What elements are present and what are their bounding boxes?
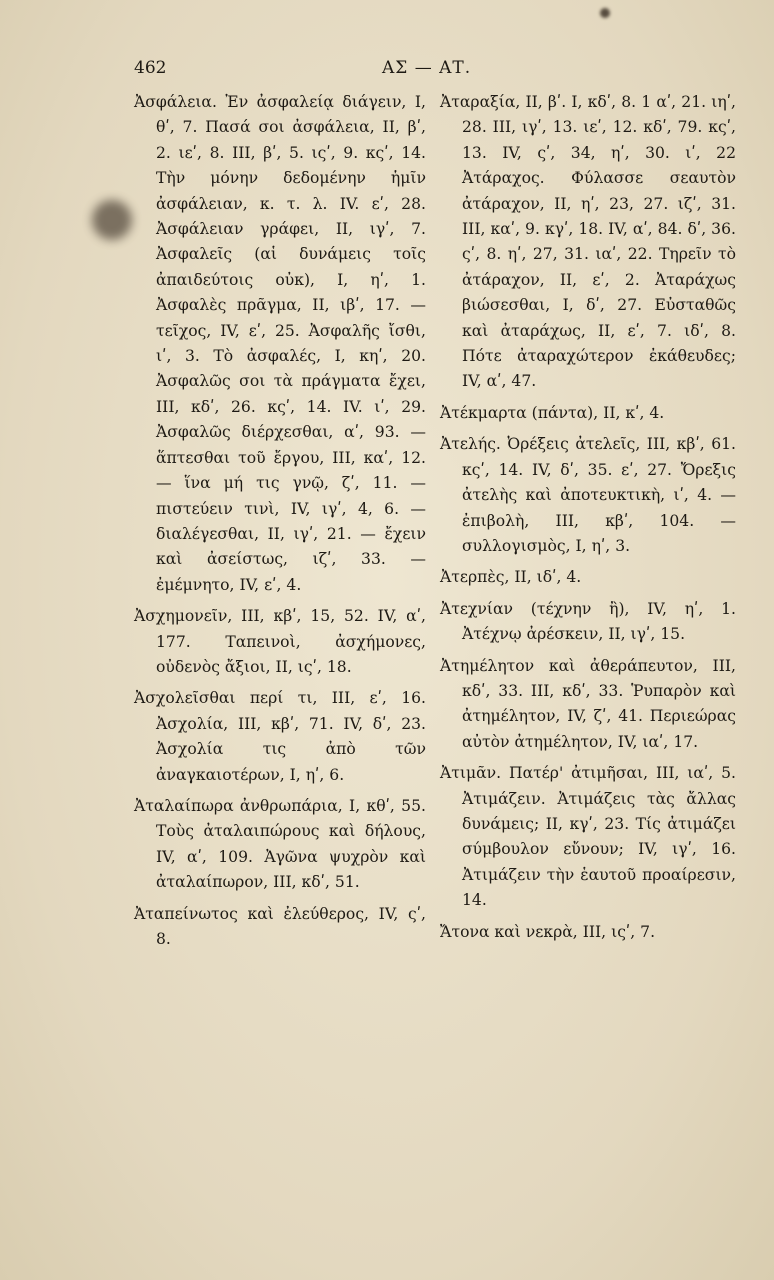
ink-speck: [600, 8, 610, 18]
index-entry: Ἀταπείνωτος καὶ ἐλεύθερος, IV, ςʹ, 8.: [134, 904, 426, 948]
index-entry: Ἀτεχνίαν (τέχνην ἢ), IV, ηʹ, 1. Ἀτέχνῳ ἀρέσκειν, II, ιγʹ, 15.: [440, 599, 736, 644]
index-entry: Ἀσφάλεια. Ἐν ἀσφαλείᾳ διάγειν, I, θʹ, 7. Πασά σοι ἀσφάλεια, II, βʹ, 2. ιεʹ, 8. III, βʹ, 5. ιςʹ, 9. κςʹ, 14. Τὴν μόνην δεδομένην ἡμῖν ἀσφάλειαν, κ. τ. λ. IV. εʹ, 28. Ἀσφάλειαν γράφει, II, ιγʹ, 7. Ἀσφαλεῖς (αἱ δυνάμεις τοῖς ἀπαιδεύτοις οὐκ), I, ηʹ, 1. Ἀσφαλὲς πρᾶγμα, II, ιβʹ, 17. — τεῖχος, IV, εʹ, 25. Ἀσφαλῆς ἴσθι, ιʹ, 3. Τὸ ἀσφαλές, I, κηʹ, 20. Ἀσφαλῶς σοι τὰ πράγματα ἔχει, III, κδʹ, 26. κςʹ, 14. IV. ιʹ, 29. Ἀσφαλῶς διέρχεσθαι, αʹ, 93. — ἅπτεσθαι τοῦ ἔργου, III, καʹ, 12. — ἵνα μή τις γνῷ, ζʹ, 11. — πιστεύειν τινὶ, IV, ιγʹ, 4, 6. — διαλέγεσθαι, II, ιγʹ, 21. — ἔχειν καὶ ἀσείστως, ιζʹ, 33. — ἐμέμνητο, IV, εʹ, 4.: [134, 93, 426, 594]
index-entry: Ἀσχολεῖσθαι περί τι, III, εʹ, 16. Ἀσχολία, III, κβʹ, 71. IV, δʹ, 23. Ἀσχολία τις ἀπὸ τῶν ἀναγκαιοτέρων, I, ηʹ, 6.: [134, 689, 426, 784]
right-column: [440, 90, 736, 951]
index-entry: Ἄτονα καὶ νεκρὰ, III, ιςʹ, 7.: [440, 922, 656, 941]
index-entry: Ἀσχημονεῖν, III, κβʹ, 15, 52. IV, αʹ, 177. Ταπεινοὶ, ἀσχήμονες, οὐδενὸς ἄξιοι, II, ιςʹ, 18.: [134, 607, 426, 676]
index-entry: Ἀτελής. Ὀρέξεις ἀτελεῖς, III, κβʹ, 61. κςʹ, 14. IV, δʹ, 35. εʹ, 27. Ὄρεξις ἀτελὴς καὶ ἀποτευκτικὴ, ιʹ, 4. — ἐπιβολὴ, III, κβʹ, 104. — συλλογισμὸς, I, ηʹ, 3.: [440, 435, 736, 555]
index-entry: Ἀταλαίπωρα ἀνθρωπάρια, I, κθʹ, 55. Τοὺς ἀταλαιπώρους καὶ δήλους, IV, αʹ, 109. Ἀγῶνα ψυχρὸν καὶ ἀταλαίπωρον, III, κδʹ, 51.: [134, 796, 426, 892]
index-entry: Ἀτιμᾶν. Πατέρ' ἀτιμῆσαι, III, ιαʹ, 5. Ἀτιμάζειν. Ἀτιμάζεις τὰς ἄλλας δυνάμεις; II, κγʹ, 23. Τίς ἀτιμάζει σύμβουλον εὔνουν; IV, ιγʹ, 16. Ἀτιμάζειν τὴν ἑαυτοῦ προαίρεσιν, 14.: [440, 764, 736, 910]
index-entry: Ἀτέκμαρτα (πάντα), II, κʹ, 4.: [440, 403, 665, 422]
page-header: [134, 58, 744, 88]
left-column: [134, 90, 426, 958]
page-number: 462: [134, 58, 167, 78]
index-entry: Ἀτημέλητον καὶ ἀθεράπευτον, III, κδʹ, 33. III, κδʹ, 33. Ῥυπαρὸν καὶ ἀτημέλητον, IV, ζʹ, 41. Περιεώρας αὐτὸν ἀτημέλητον, IV, ιαʹ, 17.: [440, 656, 736, 751]
index-entry: Ἀτερπὲς, II, ιδʹ, 4.: [440, 568, 582, 587]
ink-blot: [92, 200, 132, 240]
index-entry: Ἀταραξία, II, βʹ. I, κδʹ, 8. 1 αʹ, 21. ιηʹ, 28. III, ιγʹ, 13. ιεʹ, 12. κδʹ, 79. κςʹ, 13. IV, ςʹ, 34, ηʹ, 30. ιʹ, 22 Ἀτάραχος. Φύλασσε σεαυτὸν ἀτάραχον, II, ηʹ, 23, 27. ιζʹ, 31. III, καʹ, 9. κγʹ, 18. IV, αʹ, 84. δʹ, 36. ςʹ, 8. ηʹ, 27, 31. ιαʹ, 22. Τηρεῖν τὸ ἀτάραχον, II, εʹ, 2. Ἀταράχως βιώσεσθαι, I, δʹ, 27. Εὐσταθῶς καὶ ἀταράχως, II, εʹ, 7. ιδʹ, 8. Πότε ἀταραχώτερον ἐκάθευδες; IV, αʹ, 47.: [440, 93, 736, 391]
running-title: ΑΣ — ΑΤ.: [382, 58, 472, 78]
